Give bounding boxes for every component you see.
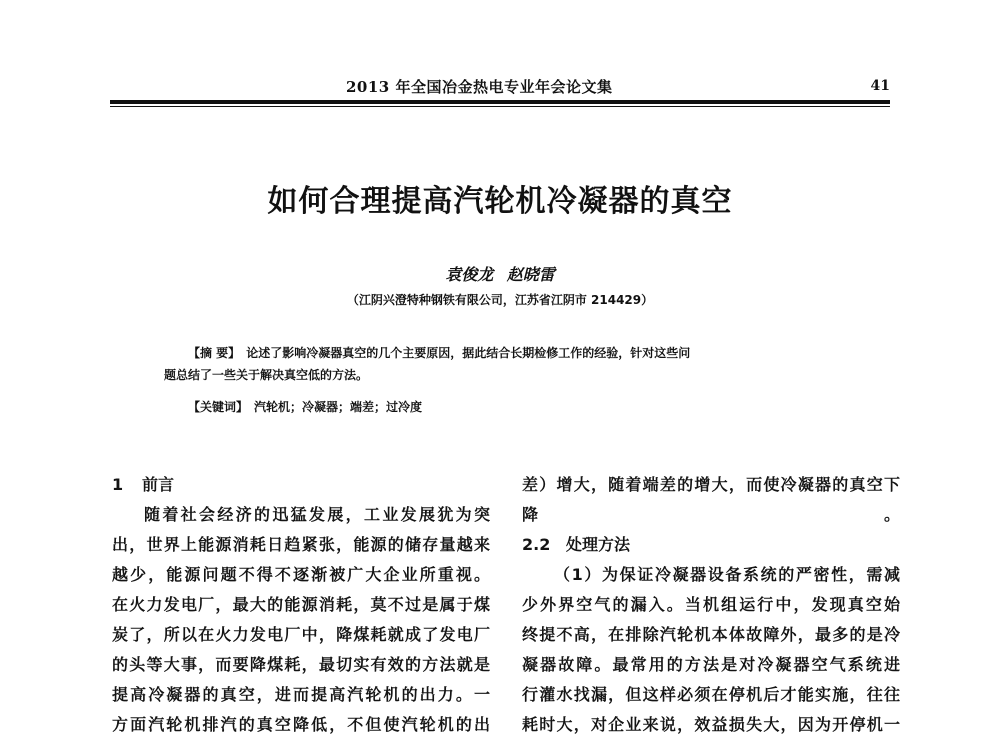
text-line: 提高冷凝器的真空，进而提高汽轮机的出力。一 <box>112 685 490 704</box>
paragraph <box>522 560 900 740</box>
text-line: 差）增大，随着端差的增大，而使冷凝器的真空下 <box>522 475 900 494</box>
text-line: 的头等大事，而要降煤耗，最切实有效的方法就是 <box>112 655 490 674</box>
text-line: 在火力发电厂，最大的能源消耗，莫不过是属于煤 <box>112 595 490 614</box>
text-line: 终提不高，在排除汽轮机本体故障外，最多的是冷 <box>522 625 900 644</box>
running-head <box>110 76 890 98</box>
text-line: 越少，能源问题不得不逐渐被广大企业所重视。 <box>112 565 490 584</box>
section-heading-2-2 <box>522 530 900 560</box>
text-line: 行灌水找漏，但这样必须在停机后才能实施，往往 <box>522 685 900 704</box>
abstract-label: 【摘 要】 <box>188 346 241 360</box>
abstract-text-1: 论述了影响冷凝器真空的几个主要原因，据此结合长期检修工作的经验，针对这些问 <box>246 346 691 360</box>
abstract <box>164 342 844 386</box>
header-rule-thick <box>110 100 890 104</box>
text-line: 降。 <box>522 505 900 524</box>
abstract-line-2: 题总结了一些关于解决真空低的方法。 <box>164 368 369 382</box>
abstract-line-1 <box>164 342 844 364</box>
section-number: 2.2 <box>522 535 551 554</box>
section-title: 前言 <box>142 475 175 494</box>
text-line: 耗时大，对企业来说，效益损失大，因为开停机一 <box>522 715 900 734</box>
keywords-text: 汽轮机；冷凝器；端差；过冷度 <box>254 400 423 414</box>
text-line: 凝器故障。最常用的方法是对冷凝器空气系统进 <box>522 655 900 674</box>
keywords-label: 【关键词】 <box>188 400 249 414</box>
journal-title: 2013 年全国冶金热电专业年会论文集 <box>346 78 613 96</box>
page-number: 41 <box>870 78 890 94</box>
continuation-paragraph <box>522 470 900 530</box>
affiliation: （江阴兴澄特种钢铁有限公司，江苏省江阴市 214429） <box>346 293 654 307</box>
section-title: 处理方法 <box>566 535 631 554</box>
paper-title: 如何合理提高汽轮机冷凝器的真空 <box>267 184 733 219</box>
paragraph <box>112 500 490 740</box>
header-rule-thin <box>110 106 890 107</box>
text-line: 出，世界上能源消耗日趋紧张，能源的储存量越来 <box>112 535 490 554</box>
text-line: 随着社会经济的迅猛发展，工业发展犹为突 <box>144 505 490 524</box>
text-line: 方面汽轮机排汽的真空降低，不但使汽轮机的出 <box>112 715 490 734</box>
section-heading-1 <box>112 470 490 500</box>
text-line: 炭了，所以在火力发电厂中，降煤耗就成了发电厂 <box>112 625 490 644</box>
text-line: 少外界空气的漏入。当机组运行中，发现真空始 <box>522 595 900 614</box>
keywords <box>188 396 848 418</box>
text-line: （1）为保证冷凝器设备系统的严密性，需减 <box>554 565 900 584</box>
authors: 袁俊龙 赵晓雷 <box>445 265 555 284</box>
right-column <box>522 470 900 740</box>
left-column <box>112 470 490 740</box>
section-number: 1 <box>112 475 124 494</box>
